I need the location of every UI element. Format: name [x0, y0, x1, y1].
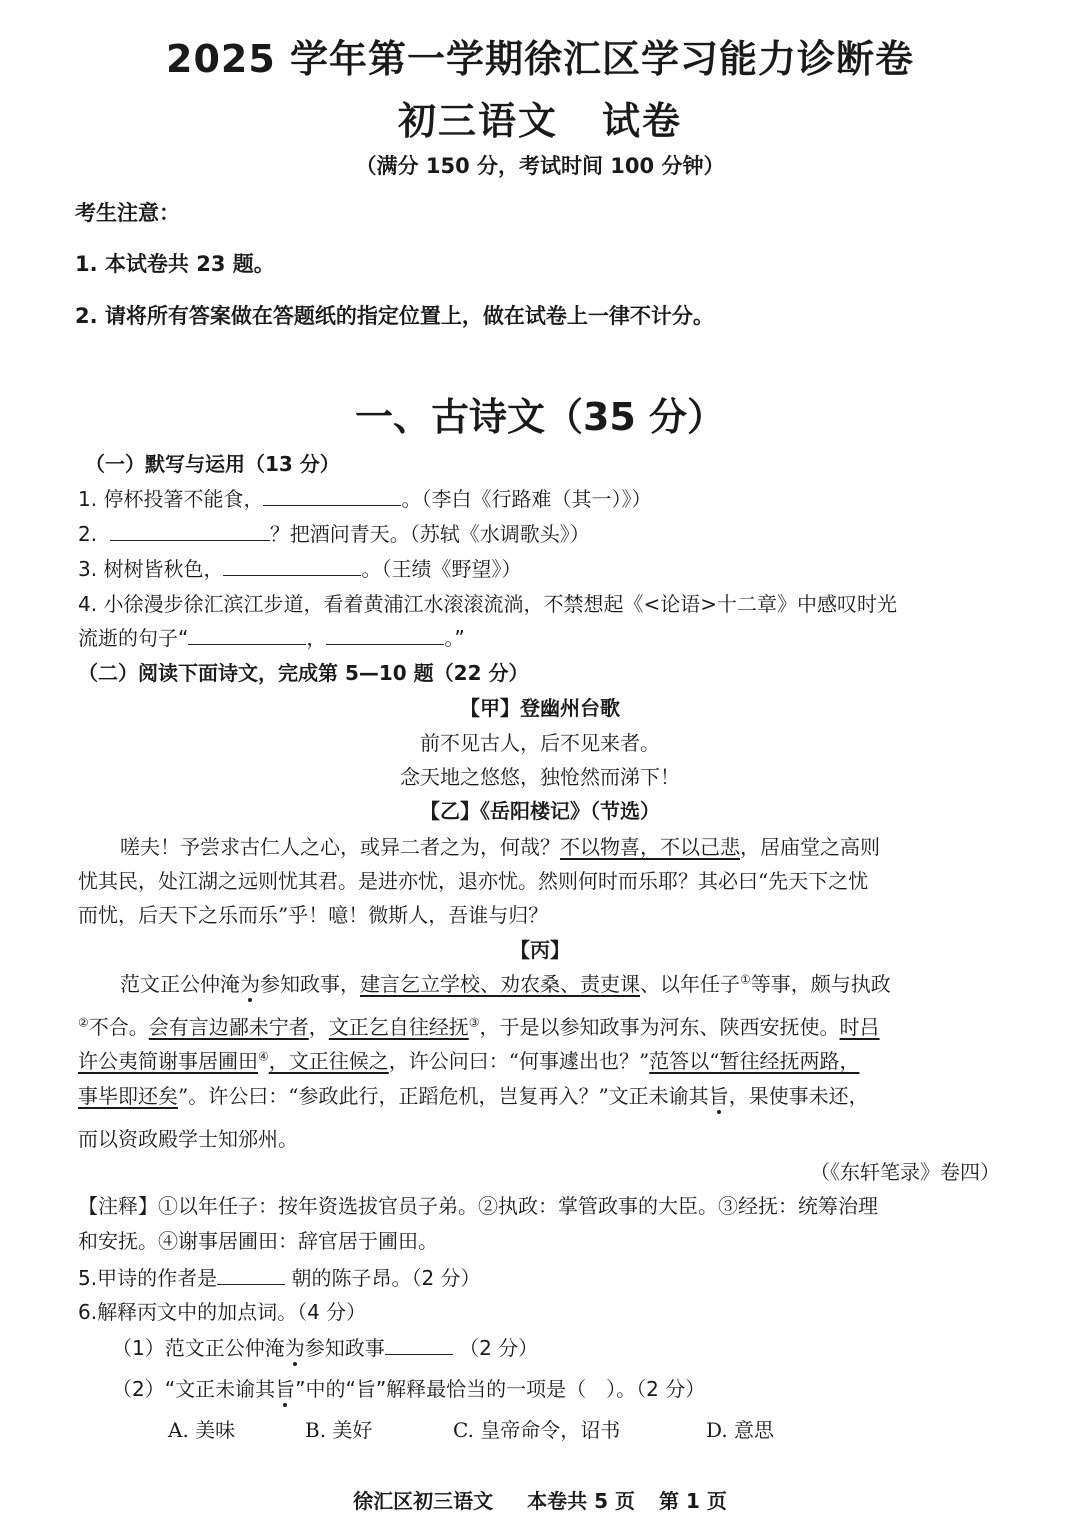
q6-1-text-b: 参知政事 [304, 1336, 385, 1360]
q1-blank [263, 487, 401, 506]
q4-blank-2 [326, 626, 444, 645]
footer-left: 徐汇区初三语文 [353, 1489, 494, 1513]
q6-1-blank [385, 1336, 453, 1355]
notice-item-2: 2. 请将所有答案做在答题纸的指定位置上，做在试卷上一律不计分。 [75, 304, 714, 328]
bing-l1d: 等事，颇与执政 [750, 972, 891, 996]
question-5 [78, 1262, 481, 1291]
bing-dotted-zhi: 旨 [708, 1084, 729, 1108]
option-b: B. 美好 [305, 1418, 373, 1442]
bing-note-4: ④ [258, 1049, 269, 1064]
text-bing-line-1 [120, 968, 891, 997]
q2-text-a: 2. [78, 522, 98, 546]
q5-blank [217, 1266, 285, 1285]
q5-text-a: 5.甲诗的作者是 [78, 1266, 218, 1290]
bing-l2b: ， [308, 1015, 329, 1039]
footer-middle: 本卷共 5 页 [527, 1489, 635, 1513]
bing-l4a: ”。许公曰：“参政此行，正蹈危机，岂复再入？”文正未谕其 [178, 1084, 709, 1108]
footer-right: 第 1 页 [659, 1489, 727, 1513]
q1-text-a: 1. 停杯投箸不能食， [78, 487, 264, 511]
yi-p1-underline: 不以物喜，不以己悲 [560, 835, 740, 859]
bing-note-2: ② [78, 1015, 89, 1030]
q6-1-score: （2 分） [459, 1336, 539, 1360]
q4-text-c: 。” [444, 626, 465, 650]
text-yi-heading: 【乙】《岳阳楼记》（节选） [420, 799, 660, 823]
q6-1-text-a: （1）范文正公仲淹 [112, 1336, 285, 1360]
q2-blank [110, 522, 270, 541]
bing-note-3: ③ [468, 1015, 480, 1030]
q5-text-b: 朝的陈子昂。（2 分） [291, 1266, 481, 1290]
q4-text-a: 流逝的句子“ [78, 626, 189, 650]
option-d: D. 意思 [706, 1418, 775, 1442]
text-yi-line-2: 忧其民，处江湖之远则忧其君。是进亦忧，退亦忧。然则何时而乐耶？其必曰“先天下之忧 [78, 869, 869, 893]
bing-l2-underline-3: 时吕 [839, 1015, 880, 1039]
exam-meta: （满分 150 分，考试时间 100 分钟） [355, 154, 725, 178]
poem-jia-heading: 【甲】登幽州台歌 [460, 696, 620, 720]
q4-blank-1 [188, 626, 306, 645]
notes-line-1: 【注释】①以年任子：按年资选拔官员子弟。②执政：掌管政事的大臣。③经抚：统筹治理 [78, 1194, 878, 1218]
q4-text-b: ， [306, 626, 327, 650]
bing-l1a: 范文正公仲淹 [120, 972, 240, 996]
question-3 [78, 553, 521, 582]
q6-1-dotted-word: 为 [284, 1336, 305, 1360]
text-bing-line-2 [78, 1011, 880, 1040]
yi-p1-rest: ，居庙堂之高则 [740, 835, 880, 859]
bing-dotted-wei: 为 [240, 972, 260, 996]
bing-l1-underline: 建言乞立学校、劝农桑、责吏课 [360, 972, 640, 996]
yi-p1: 嗟夫！予尝求古仁人之心，或异二者之为，何哉？ [120, 835, 560, 859]
q6-2-text-a: （2）“文正未谕其 [112, 1377, 276, 1401]
text-bing-line-3 [78, 1045, 859, 1074]
exam-subtitle [0, 90, 1080, 145]
subtitle-subject: 初三语文 [397, 99, 558, 143]
question-4-line2 [78, 622, 465, 651]
bing-l3a: ，许公问曰：“何事遽出也？” [388, 1049, 650, 1073]
poem-jia-line-2: 念天地之悠悠，独怆然而涕下！ [400, 765, 680, 789]
text-bing-source: （《东轩笔录》卷四） [810, 1160, 1000, 1184]
exam-title: 2025 学年第一学期徐汇区学习能力诊断卷 [166, 37, 914, 81]
bing-l3-underline-2: ，文正往候之 [268, 1049, 389, 1073]
bing-l4-underline: 事毕即还矣 [78, 1084, 178, 1108]
option-a: A. 美味 [168, 1418, 236, 1442]
text-bing-line-5: 而以资政殿学士知邠州。 [78, 1127, 298, 1151]
bing-l3-underline-1: 许公夷简谢事居圃田 [78, 1049, 258, 1073]
bing-l1c: 、以年任子 [640, 972, 740, 996]
page-footer [0, 1485, 1080, 1514]
poem-jia-line-1: 前不见古人，后不见来者。 [420, 731, 660, 755]
bing-l2-underline-2: 文正乞自往经抚 [328, 1015, 469, 1039]
question-6: 6.解释丙文中的加点词。（4 分） [78, 1300, 367, 1324]
text-yi-line-3: 而忧，后天下之乐而乐”乎！噫！微斯人，吾谁与归？ [78, 903, 549, 927]
part1-heading: （一）默写与运用（13 分） [85, 452, 340, 476]
bing-l2c: ，于是以参知政事为河东、陕西安抚使。 [479, 1015, 840, 1039]
bing-note-1: ① [740, 972, 751, 987]
part2-heading: （二）阅读下面诗文，完成第 5—10 题（22 分） [78, 661, 529, 685]
section-title: 一、古诗文（35 分） [354, 395, 726, 439]
notice-item-1: 1. 本试卷共 23 题。 [75, 252, 275, 276]
q6-2-text-b: ”中的“旨”解释最恰当的一项是（ ）。（2 分） [295, 1377, 706, 1401]
q1-text-b: 。（李白《行路难（其一）》） [401, 487, 652, 511]
bing-l4b: ，果使事未还， [728, 1084, 869, 1108]
q2-text-b: ？把酒问青天。（苏轼《水调歌头》） [269, 522, 590, 546]
text-bing-line-4 [78, 1080, 869, 1109]
question-2 [78, 518, 590, 547]
bing-l2a: 不合。 [88, 1015, 149, 1039]
notice-heading: 考生注意： [75, 201, 180, 225]
text-bing-heading: 【丙】 [510, 938, 570, 962]
question-6-1 [112, 1332, 538, 1361]
text-yi-line-1 [120, 831, 880, 860]
bing-l3-underline-3: 范答以“暂往经抚两路， [649, 1049, 860, 1073]
bing-l1b: 参知政事， [260, 972, 360, 996]
question-1 [78, 483, 651, 512]
q6-2-dotted-word: 旨 [275, 1377, 296, 1401]
q3-blank [223, 557, 361, 576]
subtitle-kind: 试卷 [602, 99, 683, 143]
option-c: C. 皇帝命令，诏书 [453, 1418, 621, 1442]
q3-text-b: 。（王绩《野望》） [361, 557, 522, 581]
question-6-2 [112, 1373, 705, 1402]
bing-l2-underline-1: 会有言边鄙未宁者 [148, 1015, 309, 1039]
notes-line-2: 和安抚。④谢事居圃田：辞官居于圃田。 [78, 1229, 438, 1253]
question-4-line1: 4. 小徐漫步徐汇滨江步道，看着黄浦江水滚滚流淌，不禁想起《<论语>十二章》中感叹时光 [78, 592, 897, 616]
q3-text-a: 3. 树树皆秋色， [78, 557, 224, 581]
